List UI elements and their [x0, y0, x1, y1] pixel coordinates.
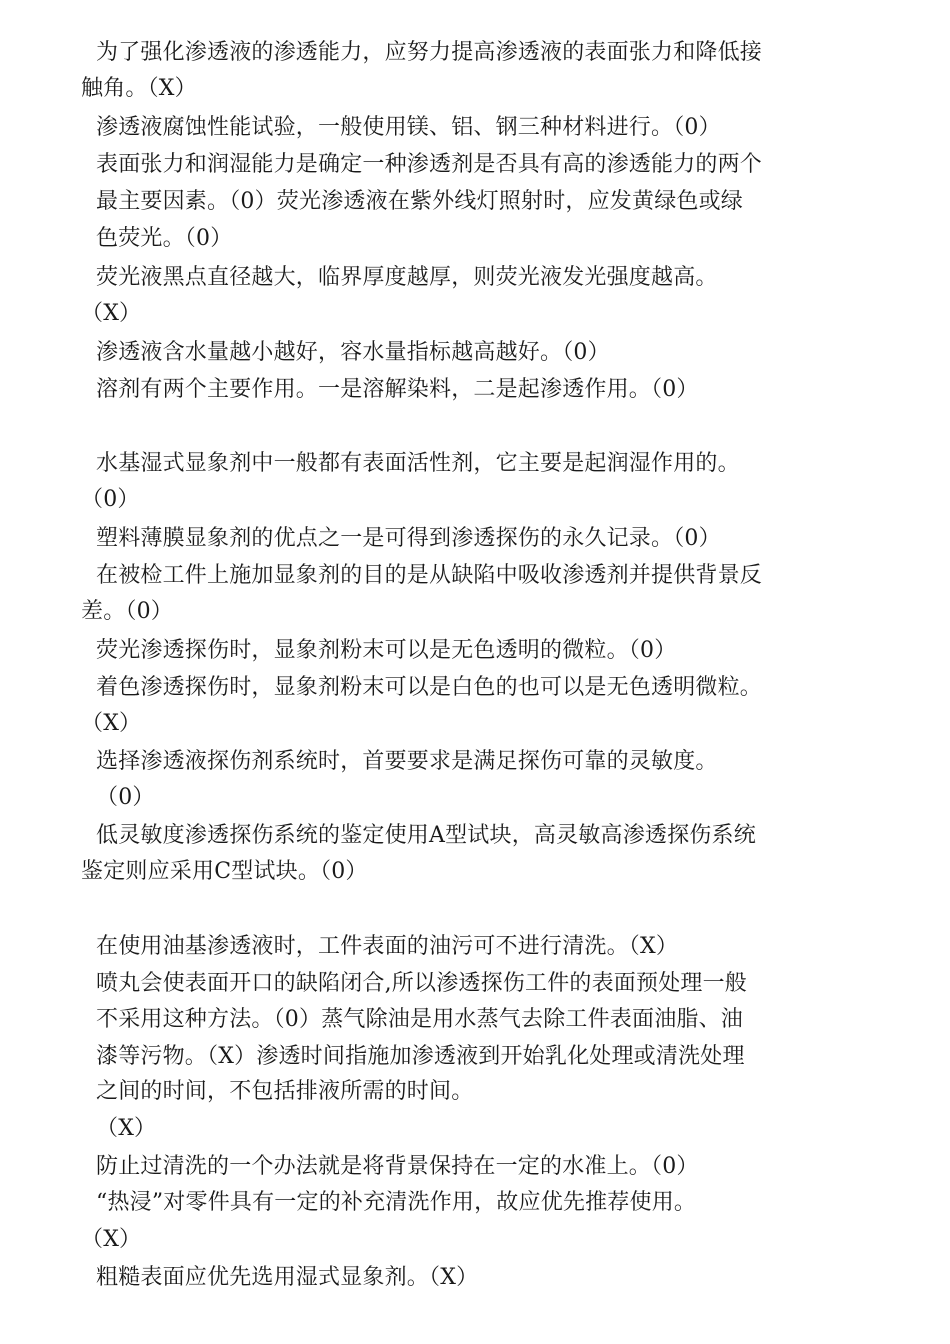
text-line: 荧光液黑点直径越大，临界厚度越厚，则荧光液发光强度越高。: [96, 265, 718, 290]
text-line: 塑料薄膜显象剂的优点之一是可得到渗透探伤的永久记录。（0）: [96, 526, 721, 551]
text-line: （0）: [81, 487, 140, 512]
text-line: 渗透液腐蚀性能试验，一般使用镁、铝、钢三种材料进行。（0）: [96, 115, 721, 140]
text-line: 不采用这种方法。（0）蒸气除油是用水蒸气去除工件表面油脂、油: [96, 1007, 743, 1032]
text-line: 渗透液含水量越小越好，容水量指标越高越好。（0）: [96, 340, 610, 365]
text-line: 在使用油基渗透液时，工件表面的油污可不进行清洗。（X）: [96, 934, 679, 959]
text-line: 鉴定则应采用C型试块。（0）: [81, 859, 368, 884]
text-line: 表面张力和润湿能力是确定一种渗透剂是否具有高的渗透能力的两个: [96, 152, 763, 177]
text-line: 喷丸会使表面开口的缺陷闭合,所以渗透探伤工件的表面预处理一般: [96, 971, 747, 996]
text-line: 触角。（X）: [81, 76, 197, 101]
text-line: （X）: [81, 301, 142, 326]
text-line: 粗糙表面应优先选用湿式显象剂。（X）: [96, 1265, 479, 1290]
text-line: 着色渗透探伤时，显象剂粉末可以是白色的也可以是无色透明微粒。: [96, 675, 763, 700]
text-line: （X）: [81, 1227, 142, 1252]
text-line: 水基湿式显象剂中一般都有表面活性剂，它主要是起润湿作用的。: [96, 451, 740, 476]
text-line: 在被检工件上施加显象剂的目的是从缺陷中吸收渗透剂并提供背景反: [96, 563, 763, 588]
text-line: 漆等污物。（X）渗透时间指施加渗透液到开始乳化处理或清洗处理: [96, 1044, 745, 1069]
text-line: 最主要因素。（0）荧光渗透液在紫外线灯照射时，应发黄绿色或绿: [96, 189, 743, 214]
text-line: （0）: [96, 785, 155, 810]
text-line: 荧光渗透探伤时，显象剂粉末可以是无色透明的微粒。（0）: [96, 638, 677, 663]
text-line: 溶剂有两个主要作用。一是溶解染料，二是起渗透作用。（0）: [96, 377, 699, 402]
text-line: 为了强化渗透液的渗透能力，应努力提高渗透液的表面张力和降低接: [96, 40, 763, 65]
text-line: （X）: [81, 711, 142, 736]
text-line: 低灵敏度渗透探伤系统的鉴定使用A型试块，高灵敏高渗透探伤系统: [96, 823, 756, 848]
text-line: 色荧光。（0）: [96, 226, 233, 251]
text-line: （X）: [96, 1116, 157, 1141]
text-line: 选择渗透液探伤剂系统时，首要要求是满足探伤可靠的灵敏度。: [96, 749, 718, 774]
text-line: “热浸”对零件具有一定的补充清洗作用，故应优先推荐使用。: [96, 1190, 697, 1215]
text-line: 防止过清洗的一个办法就是将背景保持在一定的水准上。（0）: [96, 1154, 699, 1179]
text-line: 之间的时间，不包括排液所需的时间。: [96, 1079, 474, 1104]
text-line: 差。（0）: [81, 599, 173, 624]
